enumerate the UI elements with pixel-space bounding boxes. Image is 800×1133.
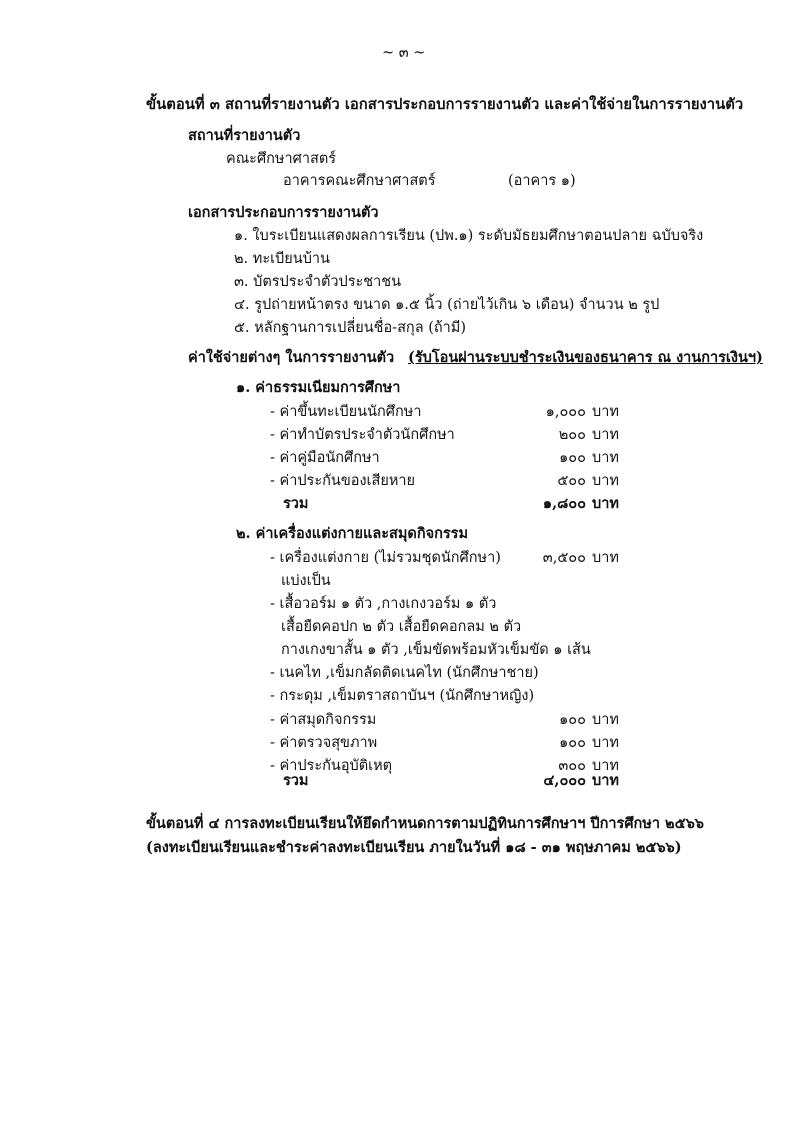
activity-item-amount: ๑๐๐ — [559, 735, 586, 751]
uniform-split-label: แบ่งเป็น — [281, 573, 331, 589]
uniform-total-amount: ๔,๐๐๐ — [543, 772, 586, 789]
uniform-amount: ๓,๕๐๐ — [542, 550, 586, 566]
fee-item-unit: บาท — [592, 450, 619, 466]
activity-item-label: - ค่าสมุดกิจกรรม — [270, 712, 377, 728]
documents-label: เอกสารประกอบการรายงานตัว — [188, 204, 379, 221]
location-faculty: คณะศึกษาศาสตร์ — [226, 151, 337, 167]
fee-item-label: - ค่าคู่มือนักศึกษา — [270, 450, 380, 466]
fees-title: ๑. ค่าธรรมเนียมการศึกษา — [236, 379, 401, 396]
fee-item-label: - ค่าประกันของเสียหาย — [270, 473, 416, 489]
uniform-detail: - เสื้อวอร์ม ๑ ตัว ,กางเกงวอร์ม ๑ ตัว — [270, 596, 497, 612]
activity-item-unit: บาท — [592, 735, 619, 751]
uniform-detail: กางเกงขาสั้น ๑ ตัว ,เข็มขัดพร้อมหัวเข็มขัด ๑ เส้น — [281, 642, 591, 658]
activity-item-unit: บาท — [592, 758, 619, 774]
uniform-detail: เสื้อยืดคอปก ๒ ตัว เสื้อยืดคอกลม ๒ ตัว — [281, 619, 522, 635]
fee-item-unit: บาท — [592, 404, 619, 420]
location-building-code: (อาคาร ๑) — [508, 173, 576, 189]
activity-item-amount: ๑๐๐ — [559, 712, 586, 728]
step3-heading: ขั้นตอนที่ ๓ สถานที่รายงานตัว เอกสารประกอบการรายงานตัว และค่าใช้จ่ายในการรายงานตัว — [146, 96, 744, 113]
fee-item-amount: ๑,๐๐๐ — [545, 404, 586, 420]
step4-heading: ขั้นตอนที่ ๔ การลงทะเบียนเรียนให้ยึดกำหนดการตามปฏิทินการศึกษาฯ ปีการศึกษา ๒๕๖๖ — [146, 815, 704, 832]
uniform-detail: - เนคไท ,เข็มกลัดติดเนคไท (นักศึกษาชาย) — [270, 665, 539, 681]
expenses-label: ค่าใช้จ่ายต่างๆ ในการรายงานตัว — [188, 349, 395, 366]
fees-total-label: รวม — [283, 495, 309, 512]
location-building: อาคารคณะศึกษาศาสตร์ — [283, 173, 436, 189]
uniform-unit: บาท — [592, 550, 619, 566]
document-item: ๕. หลักฐานการเปลี่ยนชื่อ-สกุล (ถ้ามี) — [234, 320, 466, 336]
document-item: ๔. รูปถ่ายหน้าตรง ขนาด ๑.๕ นิ้ว (ถ่ายไว้เกิน ๖ เดือน) จำนวน ๒ รูป — [234, 297, 660, 313]
activity-item-unit: บาท — [592, 712, 619, 728]
activity-item-amount: ๓๐๐ — [558, 758, 586, 774]
document-item: ๒. ทะเบียนบ้าน — [234, 251, 330, 267]
step4-note: (ลงทะเบียนเรียนและชำระค่าลงทะเบียนเรียน ภายในวันที่ ๑๘ - ๓๑ พฤษภาคม ๒๕๖๖) — [146, 839, 682, 856]
uniform-detail: - กระดุม ,เข็มตราสถาบันฯ (นักศึกษาหญิง) — [270, 688, 535, 704]
document-item: ๑. ใบระเบียนแสดงผลการเรียน (ปพ.๑) ระดับมัธยมศึกษาตอนปลาย ฉบับจริง — [234, 228, 704, 244]
fees-total-unit: บาท — [592, 495, 619, 512]
uniform-label: - เครื่องแต่งกาย (ไม่รวมชุดนักศึกษา) — [270, 550, 501, 566]
fee-item-amount: ๕๐๐ — [557, 473, 586, 489]
fee-item-unit: บาท — [592, 427, 619, 443]
payment-note: (รับโอนผ่านระบบชำระเงินของธนาคาร ณ งานการเงินฯ) — [408, 349, 763, 366]
page-number: ~ ๓ ~ — [382, 45, 426, 61]
uniform-title: ๒. ค่าเครื่องแต่งกายและสมุดกิจกรรม — [236, 525, 469, 542]
location-label: สถานที่รายงานตัว — [188, 127, 301, 144]
uniform-total-unit: บาท — [592, 772, 619, 789]
fee-item-amount: ๒๐๐ — [558, 427, 586, 443]
activity-item-label: - ค่าประกันอุบัติเหตุ — [270, 758, 393, 774]
document-item: ๓. บัตรประจำตัวประชาชน — [234, 274, 402, 290]
fee-item-unit: บาท — [592, 473, 619, 489]
fee-item-label: - ค่าขึ้นทะเบียนนักศึกษา — [270, 404, 422, 420]
fee-item-amount: ๑๐๐ — [559, 450, 586, 466]
fees-total-amount: ๑,๘๐๐ — [542, 495, 586, 512]
uniform-total-label: รวม — [283, 772, 309, 789]
activity-item-label: - ค่าตรวจสุขภาพ — [270, 735, 378, 751]
fee-item-label: - ค่าทำบัตรประจำตัวนักศึกษา — [270, 427, 455, 443]
